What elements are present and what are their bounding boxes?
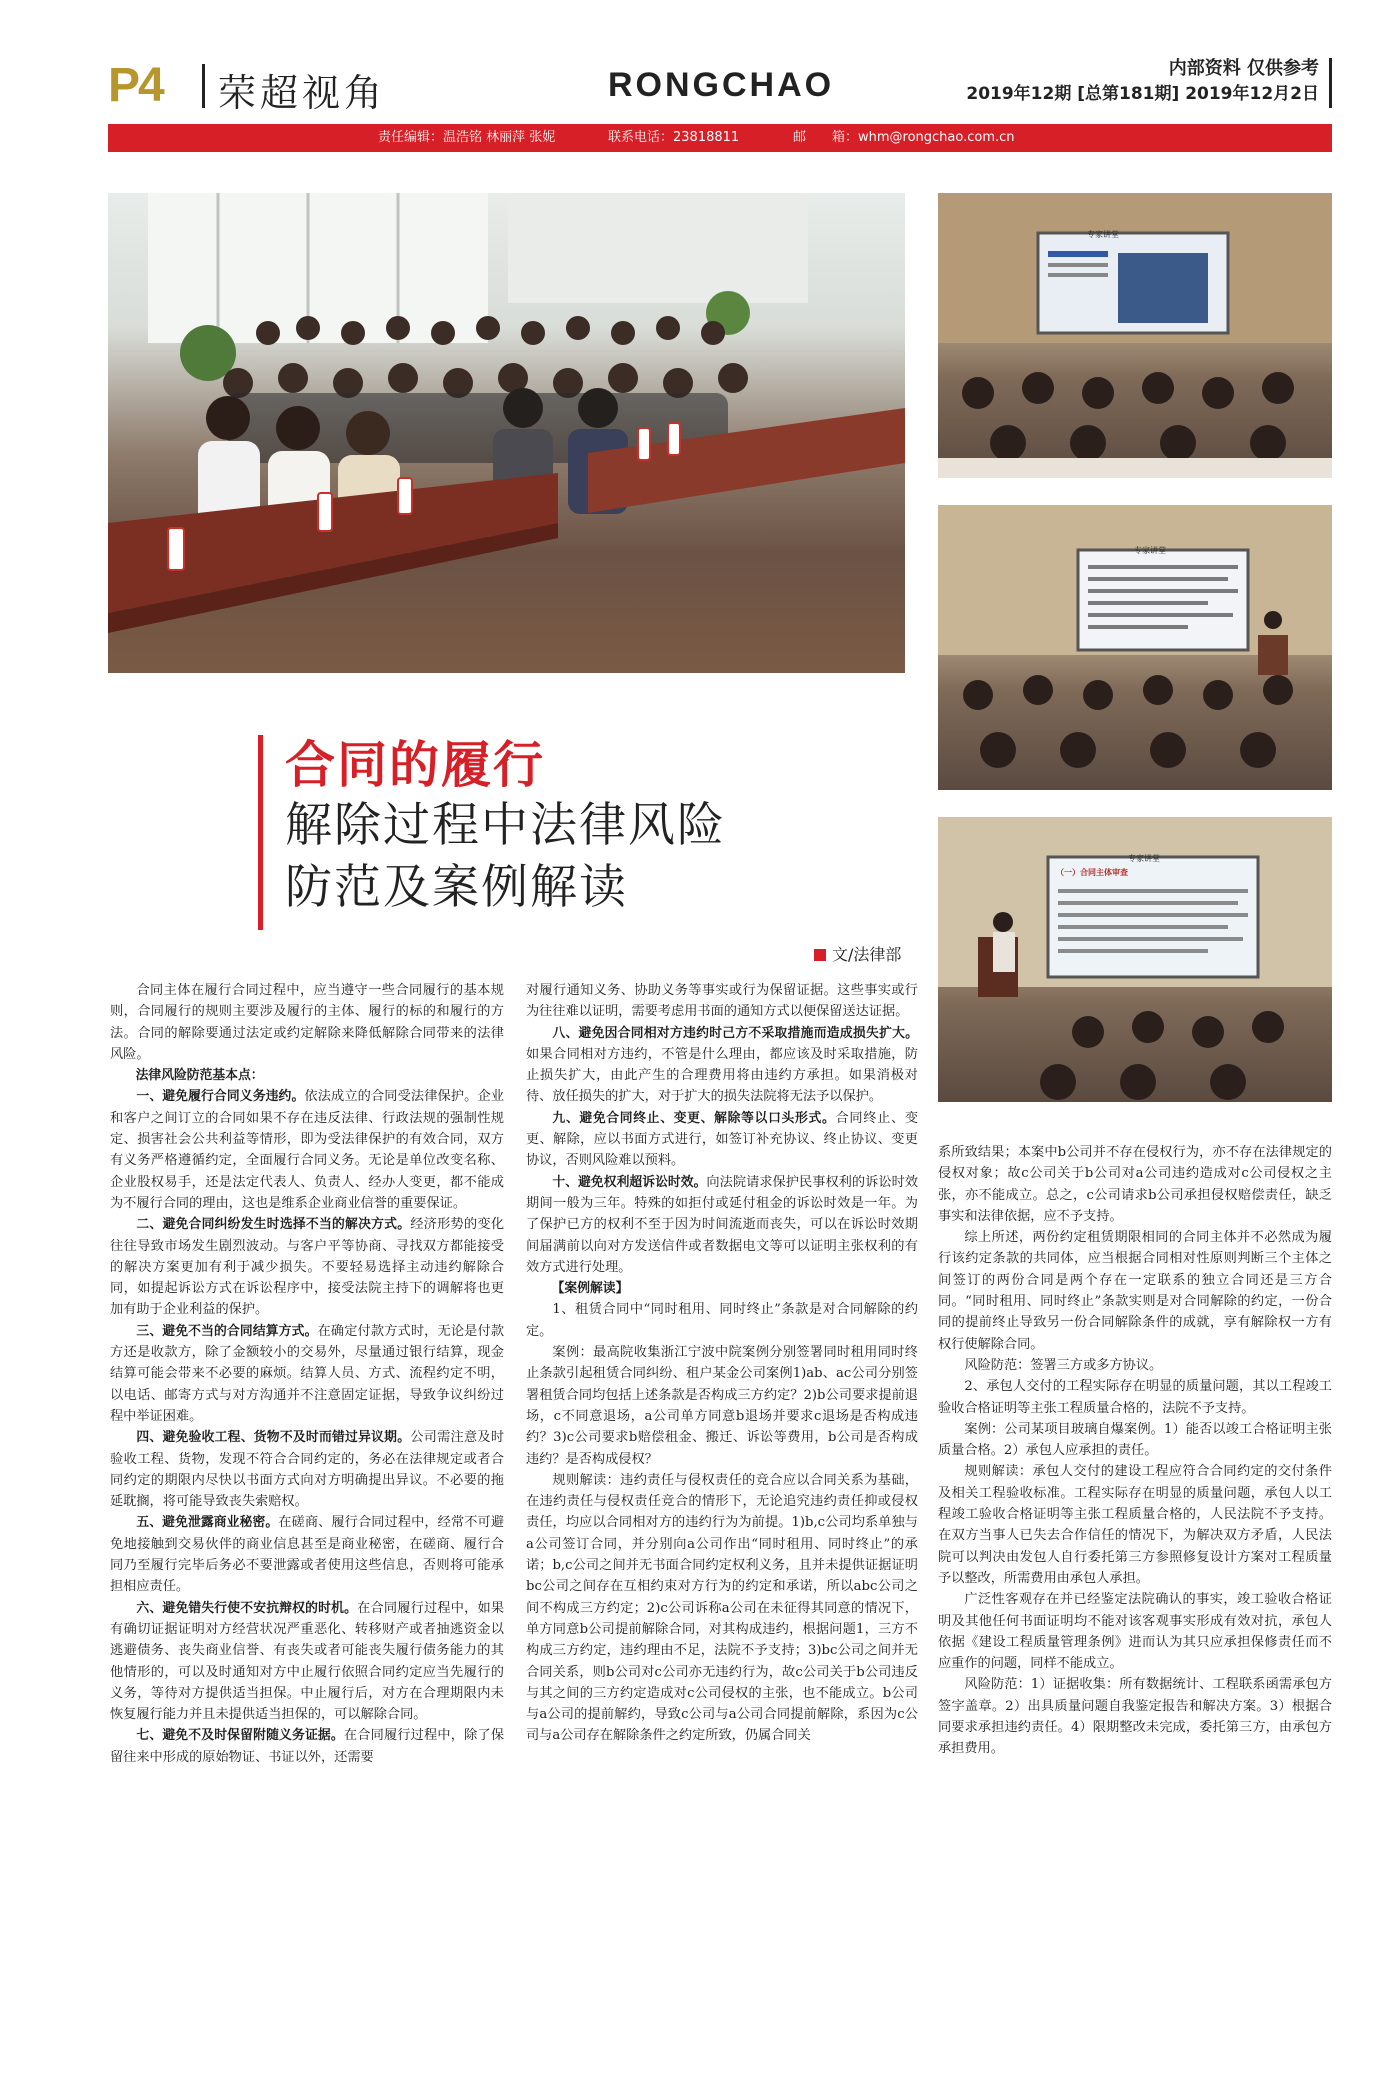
paragraph: 综上所述，两份约定租赁期限相同的合同主体并不必然成为履行该约定条款的共同体，应当根据合同相对性原则判断三个主体之间签订的两份合同是两个存在一定联系的独立合同还是三方合同。“同时租用、同时终止”条款实则是对合同解除的约定，一份合同的提前终止导致另一份合同解除条件的成就，享有解除权一方有权行使解除合同。: [938, 1230, 1332, 1352]
paragraph: 风险防范：签署三方或多方协议。: [964, 1357, 1163, 1373]
paragraph-lead: 十、避免权利超诉讼时效。: [552, 1174, 707, 1190]
section-title: 荣超视角: [218, 71, 387, 115]
paragraph-text: 经济形势的变化往往导致市场发生剧烈波动。与客户平等协商、寻找双方都能接受的解决方案更加有利于减少损失。不要轻易选择主动违约解除合同，如提起诉讼方式在诉讼程序中，接受法院主持下的调解将也更加有助于企业利益的保护。: [110, 1217, 505, 1318]
screen-title-1: 专家讲堂: [1087, 230, 1119, 239]
title-red: 合同的履行: [285, 736, 545, 794]
paragraph-text: 合同终止、变更、解除，应以书面方式进行，如签订补充协议、终止协议、变更协议，否则风险难以预料。: [526, 1110, 919, 1169]
issue-info: [966, 58, 1332, 108]
title-line2: 解除过程中法律风险: [285, 798, 726, 853]
seminar-audience-photo: [108, 193, 905, 673]
internal-note: 内部资料 仅供参考: [1168, 58, 1319, 79]
byline-square-icon: [814, 949, 826, 961]
masthead: [108, 58, 1332, 118]
screen-title-2: 专家讲堂: [1134, 546, 1166, 555]
lecture-photo-3: [938, 817, 1332, 1102]
byline-text: 文/法律部: [832, 945, 902, 964]
paragraph-text: 如果合同相对方违约，不管是什么理由，都应该及时采取措施，防止损失扩大，由此产生的合理费用将由违约方承担。如果消极对待、放任损失的扩大，对于扩大的损失法院将无法予以保护。: [526, 1046, 918, 1105]
paragraph-text: 在合同履行过程中，如果有确切证据证明对方经营状况严重恶化、转移财产或者抽逃资金以逃避债务、丧失商业信誉、有丧失或者可能丧失履行债务能力的其他情形的，可以及时通知对方中止履行依照合同约定应当先履行的义务，等待对方提供适当担保。中止履行后，对方在合理期限内未恢复履行能力并且未提供适当担保的，可以解除合同。: [110, 1600, 505, 1723]
section-heading: 【案例解读】: [551, 1281, 629, 1297]
paragraph: 合同主体在履行合同过程中，应当遵守一些合同履行的基本规则，合同履行的规则主要涉及履行的主体、履行的标的和履行的方法。合同的解除要通过法定或约定解除来降低解除合同带来的法律风险。: [110, 983, 504, 1062]
paragraph: 规则解读：承包人交付的建设工程应符合合同约定的交付条件及相关工程验收标准。工程实际存在明显的质量问题，承包人以工程竣工验收合格证明等主张工程质量合格的，人民法院不予支持。在双方当事人已失去合作信任的情况下，为解决双方矛盾，人民法院可以判决由发包人自行委托第三方参照修复设计方案对工程质量予以整改，所需费用由承包人承担。: [938, 1464, 1332, 1586]
paragraph-text: 在确定付款方式时，无论是付款方还是收款方，除了金额较小的交易外，尽量通过银行结算，现金结算可能会带来不必要的麻烦。结算人员、方式、流程约定不明，以电话、邮寄方式与对方沟通并不注意固定证据，导致争议纠纷过程中举证困难。: [110, 1323, 505, 1424]
paragraph-lead: 七、避免不及时保留附随义务证据。: [136, 1728, 344, 1744]
screen-title-3: 专家讲堂: [1128, 854, 1160, 863]
paragraph-text: 向法院请求保护民事权利的诉讼时效期间一般为三年。特殊的如拒付或延付租金的诉讼时效是一年。为了保护已方的权利不至于因为时间流逝而丧失，可以在诉讼时效期间届满前以向对方发送信件或者数据电文等可以证明主张权利的有效方式进行处理。: [526, 1174, 919, 1275]
paragraph-lead: 八、避免因合同相对方违约时己方不采取措施而造成损失扩大。: [552, 1025, 918, 1041]
paragraph: 案例：公司某项目玻璃自爆案例。1）能否以竣工合格证明主张质量合格。2）承包人应承担的责任。: [938, 1421, 1332, 1459]
paragraph-lead: 二、避免合同纠纷发生时选择不当的解决方式。: [136, 1217, 411, 1233]
paragraph: 系所致结果；本案中b公司并不存在侵权行为，亦不存在法律规定的侵权对象；故c公司关于b公司对a公司违约造成对c公司侵权之主张，亦不能成立。总之，c公司请求b公司承担侵权赔偿责任，缺乏事实和法律依据，应不予支持。: [938, 1145, 1332, 1224]
paragraph-lead: 九、避免合同终止、变更、解除等以口头形式。: [552, 1110, 836, 1126]
paragraph: [110, 1214, 504, 1320]
editor-bar: [108, 124, 1332, 152]
paragraph: 规则解读：违约责任与侵权责任的竞合应以合同关系为基础，在违约责任与侵权责任竞合的情形下，无论追究违约责任抑或侵权责任，均应以合同相对方的违约行为为前提。1)b,c公司均系单独与a公司签订合同，并分别向a公司作出“同时租用、同时终止”的承诺；b,c公司之间并无书面合同约定权利义务，且并未提供证据证明bc公司之间存在互相约束对方行为的约定和承诺，所以abc公司之间不构成三方约定；2)c公司诉称a公司在未征得其同意的情况下，单方同意b公司提前解除合同，对其构成违约，根据问题1，三方不构成三方约定，违约理由不足，法院不予支持；3)bc公司之间并无合同关系，则b公司对c公司亦无违约行为，故c公司关于b公司违反与其之间的三方约定造成对c公司侵权的主张，也不能成立。b公司与a公司的提前解约，导致c公司与a公司合同提前解除，系因为c公司与a公司存在解除条件之约定所致，仍属合同关: [526, 1472, 918, 1744]
editors: 责任编辑：温浩铭 林丽萍 张妮: [378, 130, 556, 145]
article-title: [258, 735, 726, 930]
paragraph: [526, 1023, 918, 1108]
paragraph-lead: 三、避免不当的合同结算方式。: [136, 1323, 318, 1339]
paragraph-text: 依法成立的合同受法律保护。企业和客户之间订立的合同如果不存在违反法律、行政法规的强制性规定、损害社会公共利益等情形，即为受法律保护的有效合同，双方有义务严格遵循约定，全面履行合同义务。无论是单位改变名称、企业股权易手，还是法定代表人、负责人、经办人变更，都不能成为不履行合同的理由，这也是维系企业商业信誉的重要保证。: [110, 1089, 504, 1211]
page-number: P4: [108, 59, 163, 112]
paragraph-lead: 一、避免履行合同义务违约。: [136, 1089, 305, 1105]
paragraph: [110, 1598, 504, 1726]
paragraph-lead: 四、避免验收工程、货物不及时而错过异议期。: [136, 1430, 411, 1446]
article-column-3: [938, 1142, 1332, 1760]
section-divider: [202, 64, 205, 108]
contact-phone: 联系电话：23818811: [608, 130, 740, 145]
section-heading: 法律风险防范基本点：: [135, 1068, 264, 1084]
contact-email: 邮 箱：whm@rongchao.com.cn: [793, 130, 1015, 145]
paragraph-lead: 六、避免错失行使不安抗辩权的时机。: [136, 1600, 358, 1616]
paragraph-text: 在磋商、履行合同过程中，经常不可避免地接触到交易伙伴的商业信息甚至是商业秘密，在磋商、履行合同乃至履行完毕后务必不要泄露或者使用这些信息，否则将可能承担相应责任。: [110, 1515, 505, 1595]
paragraph: [526, 1172, 918, 1278]
paragraph-text: 公司需注意及时验收工程、货物，发现不符合合同约定的，务必在法律规定或者合同约定的期限内尽快以书面方式向对方明确提出异议。不必要的拖延耽搁，将可能导致丧失索赔权。: [110, 1430, 505, 1510]
slide-heading: （一）合同主体审查: [1056, 868, 1128, 877]
byline: [814, 942, 901, 965]
paragraph: 广泛性客观存在并已经鉴定法院确认的事实，竣工验收合格证明及其他任何书面证明均不能对该客观事实形成有效对抗，承包人依据《建设工程质量管理条例》进而认为其只应承担保修责任而不应重作的问题，同样不能成立。: [938, 1592, 1332, 1672]
paragraph: 2、承包人交付的工程实际存在明显的质量问题，其以工程竣工验收合格证明等主张工程质量合格的，法院不予支持。: [938, 1379, 1332, 1416]
title-line3: 防范及案例解读: [285, 860, 628, 915]
paragraph: 1、租赁合同中“同时租用、同时终止”条款是对合同解除的约定。: [526, 1302, 918, 1339]
paragraph: 风险防范：1）证据收集：所有数据统计、工程联系函需承包方签字盖章。2）出具质量问题自我鉴定报告和解决方案。3）根据合同要求承担违约责任。4）限期整改未完成，委托第三方，由承包方承担费用。: [938, 1677, 1332, 1757]
lecture-photo-2: [938, 505, 1332, 790]
paragraph: [110, 1086, 504, 1214]
paragraph: [526, 1108, 918, 1172]
issue-date: 2019年12期 [总第181期] 2019年12月2日: [966, 84, 1319, 104]
paragraph: [110, 1725, 504, 1768]
paragraph-lead: 五、避免泄露商业秘密。: [136, 1515, 279, 1531]
lecture-photo-1: [938, 193, 1332, 478]
brand-logo: RONGCHAO: [608, 66, 835, 104]
paragraph: [110, 1427, 504, 1512]
paragraph-text: 在合同履行过程中，除了保留往来中形成的原始物证、书证以外，还需要: [110, 1728, 505, 1765]
article-column-1: [110, 980, 504, 1768]
paragraph: [110, 1321, 504, 1427]
paragraph: 对履行通知义务、协助义务等事实或行为保留证据。这些事实或行为往往难以证明，需要考虑用书面的通知方式以便保留送达证据。: [526, 983, 918, 1020]
paragraph: [110, 1512, 504, 1597]
paragraph: 案例：最高院收集浙江宁波中院案例分别签署同时租用同时终止条款引起租赁合同纠纷、租户某金公司案例1)ab、ac公司分别签署租赁合同均包括上述条款是否构成三方约定？2)b公司要求提前退场，c不同意退场，a公司单方同意b退场并要求c退场是否构成违约？3)c公司要求b赔偿租金、搬迁、诉讼等费用，b公司是否构成违约？是否构成侵权？: [526, 1345, 918, 1467]
article-column-2: [526, 980, 918, 1747]
